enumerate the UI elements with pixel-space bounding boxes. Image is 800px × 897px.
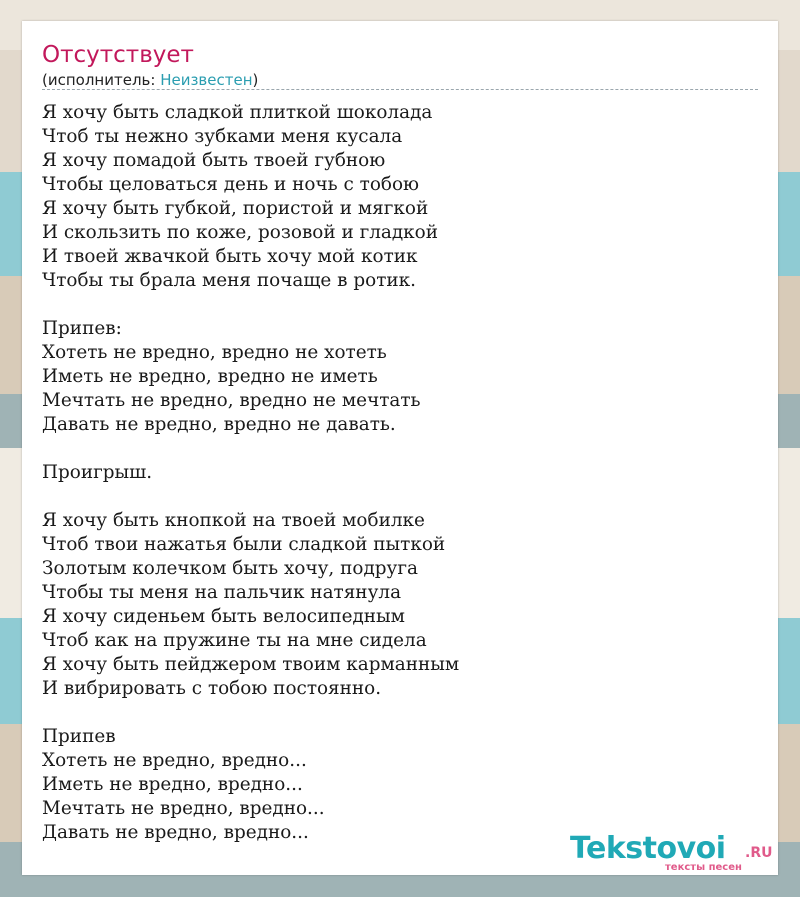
lyric-line: Чтоб ты нежно зубками меня кусала	[42, 126, 403, 147]
lyric-line: Давать не вредно, вредно не давать.	[42, 414, 396, 435]
lyric-line: Давать не вредно, вредно...	[42, 822, 309, 843]
lyric-line: Хотеть не вредно, вредно...	[42, 750, 307, 771]
song-title: Отсутствует	[42, 42, 194, 68]
lyric-line: И скользить по коже, розовой и гладкой	[42, 222, 439, 243]
lyric-line: Я хочу быть пейджером твоим карманным	[42, 654, 460, 675]
lyric-line: Я хочу быть сладкой плиткой шоколада	[42, 102, 433, 123]
lyric-blank-line	[42, 437, 758, 461]
lyric-line: Проигрыш.	[42, 462, 153, 483]
lyric-line: Я хочу быть кнопкой на твоей мобилке	[42, 510, 425, 531]
lyric-line: Иметь не вредно, вредно не иметь	[42, 366, 378, 387]
lyric-line: И твоей жвачкой быть хочу мой котик	[42, 246, 418, 267]
artist-prefix: (исполнитель:	[42, 71, 161, 89]
lyric-blank-line	[42, 485, 758, 509]
lyric-line: Я хочу быть губкой, пористой и мягкой	[42, 198, 429, 219]
site-logo[interactable]	[570, 831, 780, 871]
logo-domain: .RU	[745, 845, 773, 861]
lyric-line: Чтоб твои нажатья были сладкой пыткой	[42, 534, 446, 555]
lyric-line: Припев	[42, 726, 116, 747]
lyric-line: Чтобы целоваться день и ночь с тобою	[42, 174, 420, 195]
lyric-line: Чтоб как на пружине ты на мне сидела	[42, 630, 427, 651]
lyrics-card	[22, 21, 778, 875]
lyric-line: Я хочу помадой быть твоей губною	[42, 150, 386, 171]
artist-suffix: )	[252, 71, 259, 89]
lyric-line: Чтобы ты меня на пальчик натянула	[42, 582, 402, 603]
title-divider	[42, 89, 758, 90]
lyric-line: И вибрировать с тобою постоянно.	[42, 678, 382, 699]
logo-tagline: тексты песен	[665, 862, 742, 873]
lyric-line: Мечтать не вредно, вредно...	[42, 798, 325, 819]
lyric-line: Хотеть не вредно, вредно не хотеть	[42, 342, 387, 363]
lyric-line: Я хочу сиденьем быть велосипедным	[42, 606, 405, 627]
lyric-line: Припев:	[42, 318, 122, 339]
lyric-line: Золотым колечком быть хочу, подруга	[42, 558, 418, 579]
lyric-line: Чтобы ты брала меня почаще в ротик.	[42, 270, 416, 291]
lyrics-body	[42, 101, 758, 845]
lyric-blank-line	[42, 701, 758, 725]
artist-link[interactable]: Неизвестен	[160, 71, 253, 89]
logo-name: Tekstovoi	[570, 831, 726, 866]
lyric-blank-line	[42, 293, 758, 317]
lyric-line: Мечтать не вредно, вредно не мечтать	[42, 390, 421, 411]
lyric-line: Иметь не вредно, вредно...	[42, 774, 303, 795]
artist-line	[42, 71, 258, 89]
